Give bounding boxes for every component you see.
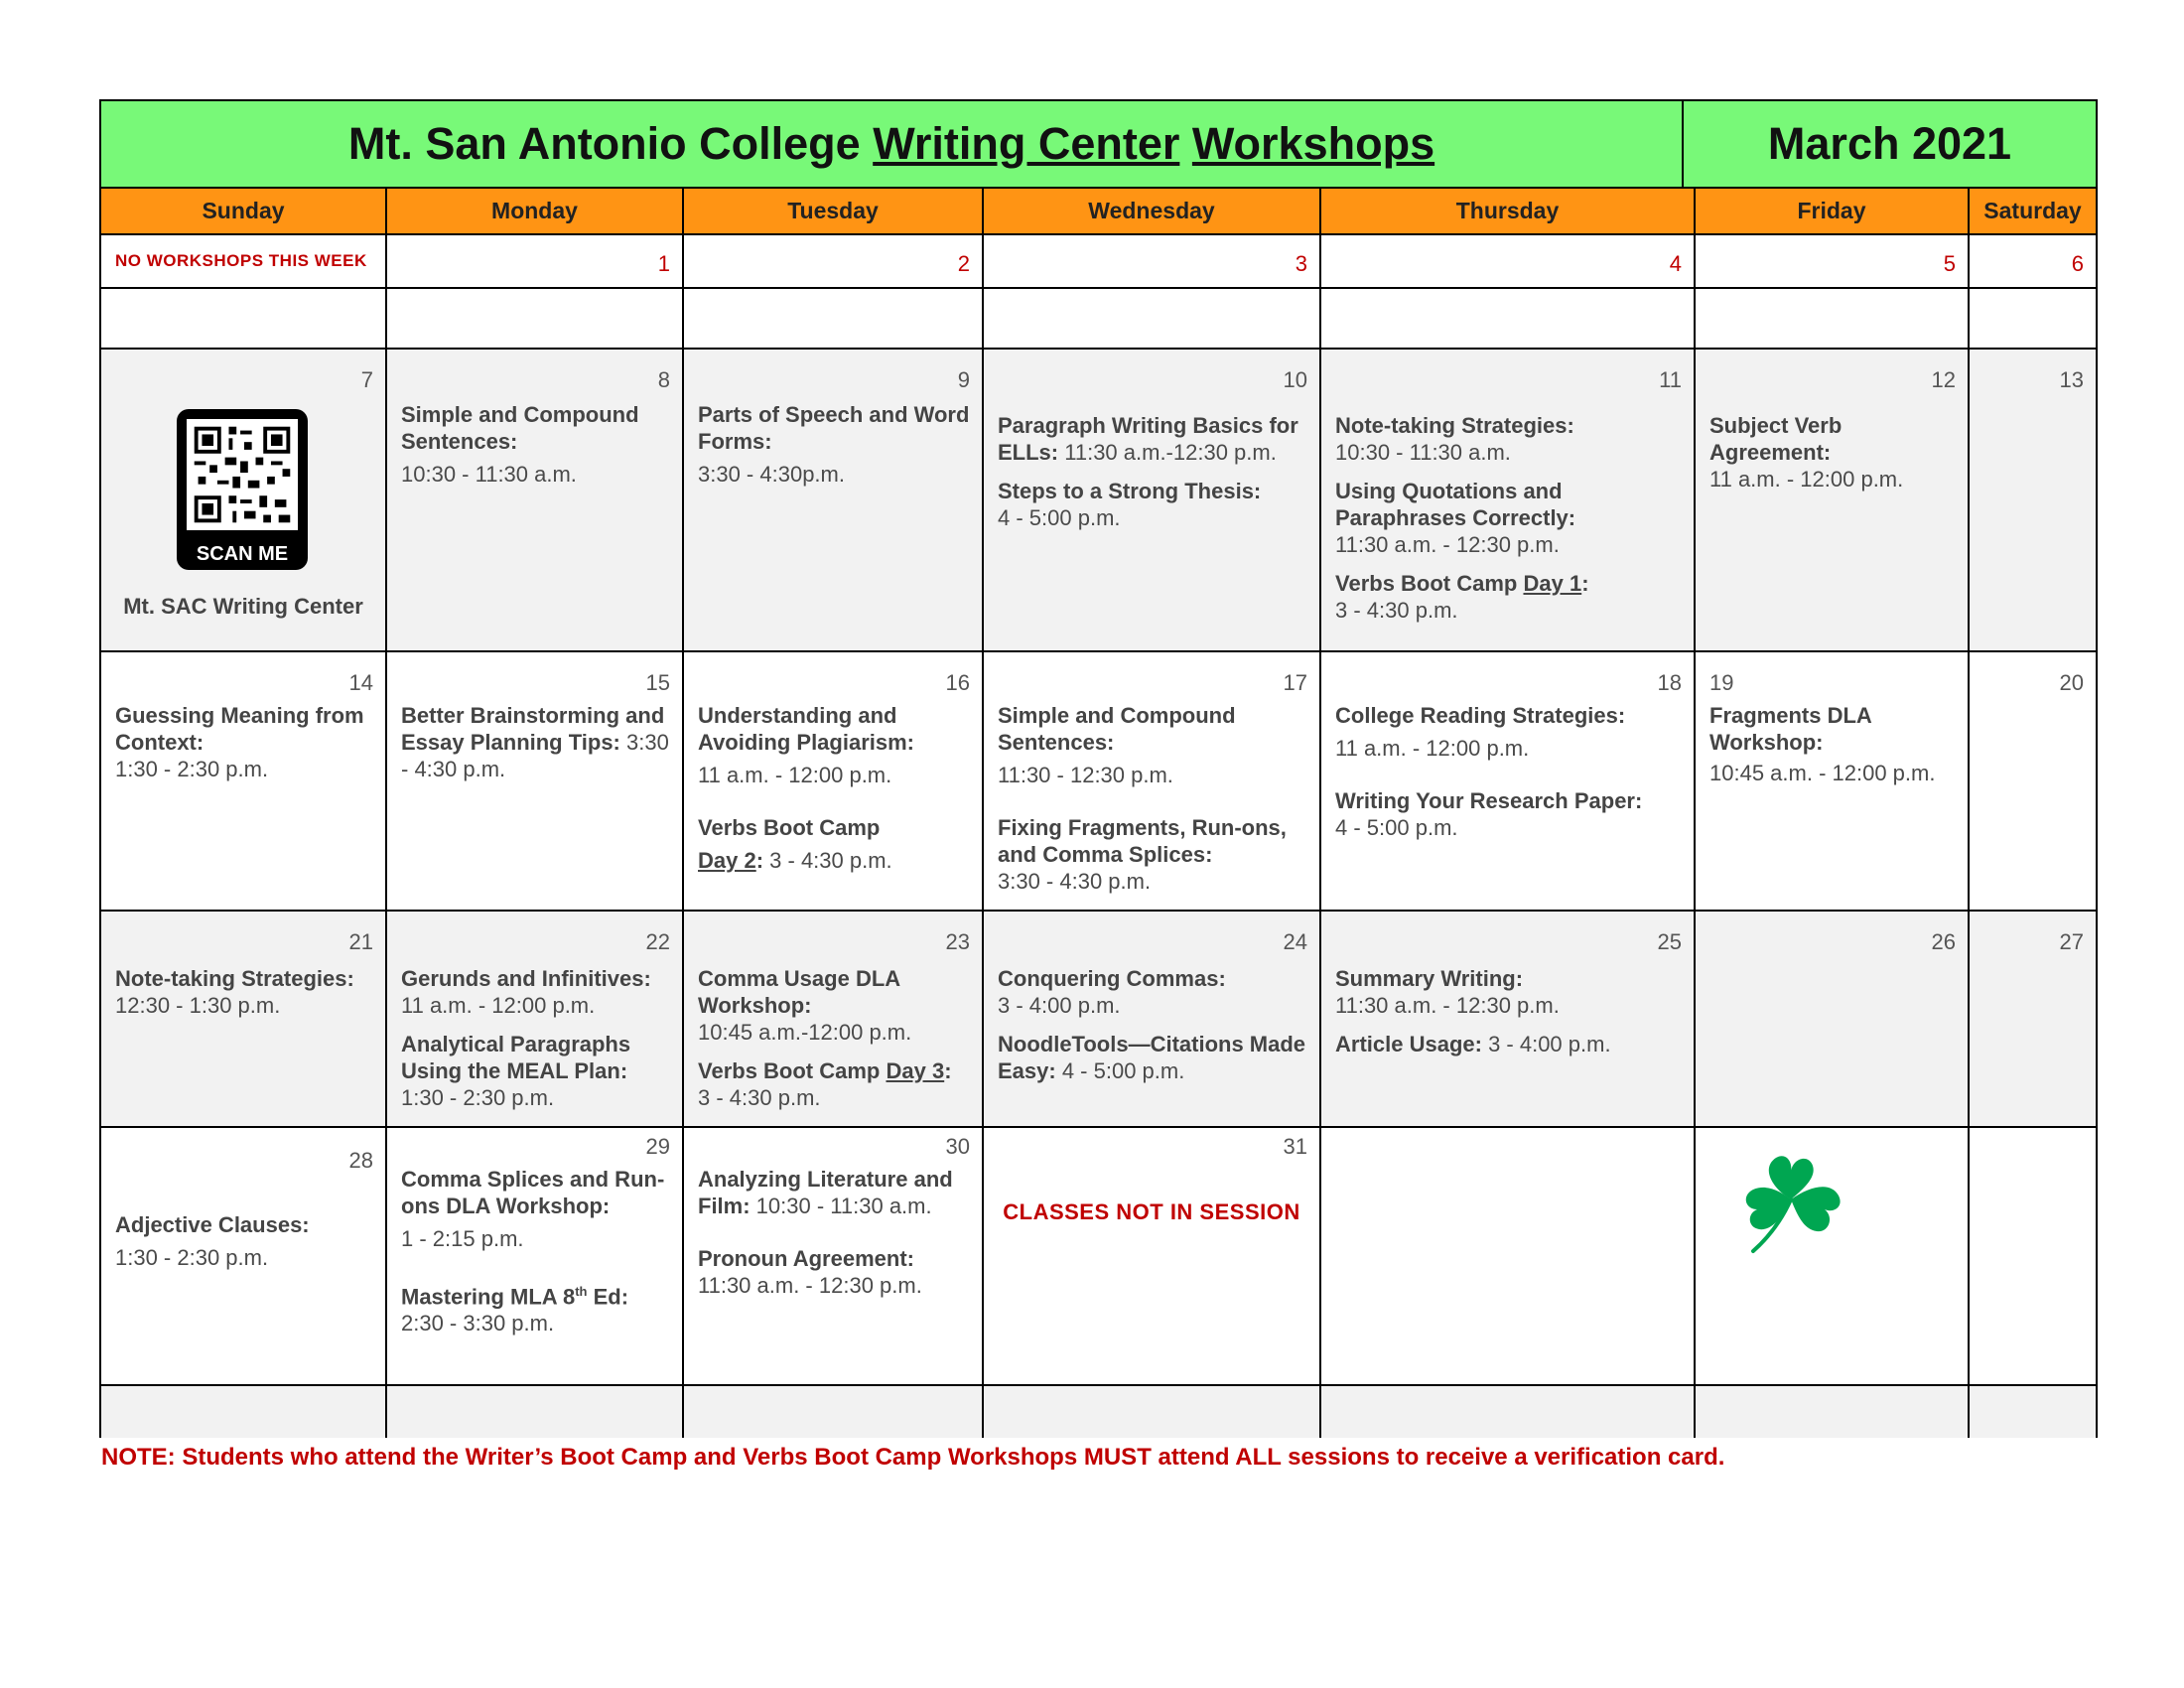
classes-not-in-session-notice: CLASSES NOT IN SESSION bbox=[1003, 1199, 1300, 1224]
week1-thursday bbox=[1321, 235, 1696, 289]
week3-wednesday bbox=[984, 652, 1321, 912]
workshop-title: Analyzing Literature and Film: bbox=[698, 1167, 953, 1218]
workshop-entry bbox=[698, 702, 974, 788]
workshop-time: 11:30 - 12:30 p.m. bbox=[998, 763, 1173, 787]
spacer-cell bbox=[101, 1386, 387, 1438]
spacer-cell bbox=[101, 289, 387, 350]
day-number: 20 bbox=[2059, 670, 2084, 695]
workshop-time: 11:30 a.m.-12:30 p.m. bbox=[1058, 440, 1277, 465]
week3-saturday bbox=[1970, 652, 2096, 912]
qr-caption: Mt. SAC Writing Center bbox=[123, 594, 363, 619]
day-number: 30 bbox=[945, 1134, 970, 1159]
workshop-time: 1:30 - 2:30 p.m. bbox=[401, 1085, 555, 1110]
week5-wednesday bbox=[984, 1128, 1321, 1386]
day-number: 31 bbox=[1283, 1134, 1307, 1159]
workshop-time: 10:30 - 11:30 a.m. bbox=[401, 462, 577, 487]
workshop-entry bbox=[401, 401, 674, 488]
day-number: 3 bbox=[1295, 251, 1307, 276]
day-header-wednesday: Wednesday bbox=[984, 189, 1321, 235]
workshop-time: 11 a.m. - 12:00 p.m. bbox=[698, 763, 892, 787]
workshop-entry bbox=[1335, 1031, 1686, 1057]
workshop-title: Parts of Speech and Word Forms: bbox=[698, 402, 970, 454]
week1-tuesday bbox=[684, 235, 984, 289]
qr-code-icon bbox=[187, 419, 298, 530]
workshop-entry bbox=[401, 1166, 674, 1252]
colon: : bbox=[1581, 571, 1589, 596]
workshop-entry bbox=[698, 401, 974, 488]
day-header-monday: Monday bbox=[387, 189, 684, 235]
workshop-entry bbox=[1335, 412, 1686, 466]
workshop-time: 11:30 a.m. - 12:30 p.m. bbox=[1335, 532, 1560, 557]
workshop-time: 3:30 - 4:30p.m. bbox=[698, 462, 845, 487]
week3-thursday bbox=[1321, 652, 1696, 912]
workshop-title: Guessing Meaning from Context: bbox=[115, 703, 364, 755]
day-number: 1 bbox=[657, 251, 670, 276]
workshop-time: 4 - 5:00 p.m. bbox=[1335, 815, 1458, 840]
workshop-title-suffix: Ed: bbox=[587, 1284, 629, 1310]
workshop-entry bbox=[1335, 787, 1686, 841]
spacer-cell bbox=[1970, 1386, 2096, 1438]
day-number: 12 bbox=[1931, 367, 1956, 392]
workshop-title: Comma Usage DLA Workshop: bbox=[698, 966, 900, 1018]
week2-wednesday bbox=[984, 350, 1321, 652]
week2-sunday bbox=[101, 350, 387, 652]
workshop-entry bbox=[998, 412, 1311, 466]
month-label: March 2021 bbox=[1684, 101, 2096, 189]
spacer-cell bbox=[1321, 1386, 1696, 1438]
week5-sunday bbox=[101, 1128, 387, 1386]
week1-friday bbox=[1696, 235, 1970, 289]
title-writing-center: Writing Center bbox=[873, 118, 1180, 169]
workshop-title: Using Quotations and Paraphrases Correctly: bbox=[1335, 479, 1576, 530]
week1-sunday bbox=[101, 235, 387, 289]
workshop-time: 11:30 a.m. - 12:30 p.m. bbox=[1335, 993, 1560, 1018]
workshop-title: NoodleTools—Citations Made Easy: bbox=[998, 1032, 1306, 1083]
day-number: 21 bbox=[348, 929, 373, 954]
workshop-time: 12:30 - 1:30 p.m. bbox=[115, 993, 281, 1018]
workshop-title: Gerunds and Infinitives: bbox=[401, 966, 651, 991]
workshop-entry bbox=[1335, 478, 1686, 558]
day-number: 27 bbox=[2059, 929, 2084, 954]
day-number: 26 bbox=[1931, 929, 1956, 954]
week1-wednesday bbox=[984, 235, 1321, 289]
workshop-title: Verbs Boot Camp bbox=[1335, 571, 1524, 596]
day-header-saturday: Saturday bbox=[1970, 189, 2096, 235]
workshop-title: College Reading Strategies: bbox=[1335, 703, 1626, 728]
spacer-cell bbox=[387, 289, 684, 350]
workshop-time: 3 - 4:00 p.m. bbox=[1481, 1032, 1611, 1056]
day-number: 15 bbox=[645, 670, 670, 695]
day-header-tuesday: Tuesday bbox=[684, 189, 984, 235]
workshop-entry bbox=[401, 965, 674, 1019]
workshop-title: Pronoun Agreement: bbox=[698, 1246, 914, 1271]
workshop-entry bbox=[998, 965, 1311, 1019]
week5-thursday bbox=[1321, 1128, 1696, 1386]
day-number: 18 bbox=[1657, 670, 1682, 695]
day-number: 7 bbox=[360, 367, 373, 392]
week2-thursday bbox=[1321, 350, 1696, 652]
workshop-title: Adjective Clauses: bbox=[115, 1212, 310, 1237]
workshop-entry bbox=[698, 814, 974, 874]
week5-saturday bbox=[1970, 1128, 2096, 1386]
day-number: 13 bbox=[2059, 367, 2084, 392]
spacer-cell bbox=[1970, 289, 2096, 350]
title-workshops: Workshops bbox=[1191, 118, 1435, 169]
workshop-time: 3 - 4:30 p.m. bbox=[763, 848, 892, 873]
week3-sunday bbox=[101, 652, 387, 912]
workshop-title: Fixing Fragments, Run-ons, and Comma Splices: bbox=[998, 815, 1287, 867]
workshop-time: 3:30 - 4:30 p.m. bbox=[998, 869, 1152, 894]
workshop-title: Analytical Paragraphs Using the MEAL Plan: bbox=[401, 1032, 631, 1083]
title-space bbox=[1179, 118, 1192, 170]
day-1-label: Day 1 bbox=[1523, 571, 1582, 596]
workshop-title: Fragments DLA Workshop: bbox=[1709, 703, 1871, 755]
week5-tuesday bbox=[684, 1128, 984, 1386]
workshop-entry bbox=[698, 965, 974, 1046]
week1-monday bbox=[387, 235, 684, 289]
spacer-cell bbox=[1696, 1386, 1970, 1438]
spacer-cell bbox=[684, 1386, 984, 1438]
week5-friday bbox=[1696, 1128, 1970, 1386]
day-number: 23 bbox=[945, 929, 970, 954]
day-number: 22 bbox=[645, 929, 670, 954]
workshop-title: Comma Splices and Run-ons DLA Workshop: bbox=[401, 1167, 665, 1218]
workshop-time: 10:30 - 11:30 a.m. bbox=[750, 1194, 932, 1218]
day-number: 11 bbox=[1659, 367, 1682, 392]
day-number: 16 bbox=[945, 670, 970, 695]
workshop-title: Steps to a Strong Thesis: bbox=[998, 479, 1262, 503]
day-header-friday: Friday bbox=[1696, 189, 1970, 235]
workshop-time: 10:45 a.m. - 12:00 p.m. bbox=[1709, 761, 1936, 785]
workshop-entry bbox=[401, 702, 674, 782]
workshop-time: 3 - 4:00 p.m. bbox=[998, 993, 1121, 1018]
week3-friday bbox=[1696, 652, 1970, 912]
week2-tuesday bbox=[684, 350, 984, 652]
day-2-label: Day 2 bbox=[698, 848, 756, 873]
calendar-title bbox=[101, 101, 1684, 189]
workshop-entry bbox=[998, 1031, 1311, 1084]
day-number: 29 bbox=[645, 1134, 670, 1159]
workshop-entry bbox=[1335, 570, 1686, 624]
spacer-cell bbox=[387, 1386, 684, 1438]
spacer-cell bbox=[684, 289, 984, 350]
workshop-entry bbox=[1709, 412, 1960, 492]
no-workshops-notice: NO WORKSHOPS THIS WEEK bbox=[115, 251, 367, 270]
qr-code-badge[interactable] bbox=[177, 409, 308, 570]
workshop-entry bbox=[698, 1057, 974, 1111]
workshop-time: 3 - 4:30 p.m. bbox=[698, 1085, 821, 1110]
workshop-title: Note-taking Strategies: bbox=[115, 966, 354, 991]
day-number: 6 bbox=[2071, 251, 2084, 276]
day-number: 8 bbox=[657, 367, 670, 392]
workshop-title: Understanding and Avoiding Plagiarism: bbox=[698, 703, 915, 755]
workshop-time: 1:30 - 2:30 p.m. bbox=[115, 1245, 269, 1270]
workshop-entry bbox=[998, 478, 1311, 531]
workshop-time: 11 a.m. - 12:00 p.m. bbox=[1335, 736, 1530, 761]
week4-saturday bbox=[1970, 912, 2096, 1128]
workshop-title: Mastering MLA 8 bbox=[401, 1284, 576, 1310]
week3-monday bbox=[387, 652, 684, 912]
workshop-time: 1 - 2:15 p.m. bbox=[401, 1226, 524, 1251]
day-header-sunday: Sunday bbox=[101, 189, 387, 235]
week4-wednesday bbox=[984, 912, 1321, 1128]
week5-monday bbox=[387, 1128, 684, 1386]
workshop-entry bbox=[998, 814, 1311, 895]
day-number: 9 bbox=[957, 367, 970, 392]
workshop-title: Verbs Boot Camp bbox=[698, 1058, 887, 1083]
day-number: 19 bbox=[1709, 670, 1734, 695]
spacer-cell bbox=[984, 289, 1321, 350]
day-number: 5 bbox=[1943, 251, 1956, 276]
scan-me-label: SCAN ME bbox=[196, 543, 289, 565]
shamrock-icon bbox=[1731, 1148, 1850, 1257]
week2-saturday bbox=[1970, 350, 2096, 652]
workshop-title: Paragraph Writing Basics for ELLs: bbox=[998, 413, 1298, 465]
workshop-time: 11 a.m. - 12:00 p.m. bbox=[401, 993, 596, 1018]
day-number: 4 bbox=[1669, 251, 1682, 276]
day-number: 25 bbox=[1657, 929, 1682, 954]
workshop-title: Conquering Commas: bbox=[998, 966, 1226, 991]
week4-monday bbox=[387, 912, 684, 1128]
workshop-entry bbox=[998, 702, 1311, 788]
day-number: 2 bbox=[957, 251, 970, 276]
workshop-time: 1:30 - 2:30 p.m. bbox=[115, 757, 269, 781]
spacer-cell bbox=[1696, 289, 1970, 350]
workshop-title: Subject Verb Agreement: bbox=[1709, 413, 1843, 465]
workshop-entry bbox=[1335, 702, 1686, 762]
workshop-title: Summary Writing: bbox=[1335, 966, 1524, 991]
week2-monday bbox=[387, 350, 684, 652]
spacer-cell bbox=[1321, 289, 1696, 350]
workshop-time: 10:45 a.m.-12:00 p.m. bbox=[698, 1020, 912, 1045]
week3-tuesday bbox=[684, 652, 984, 912]
workshop-title: Note-taking Strategies: bbox=[1335, 413, 1574, 438]
workshop-entry bbox=[401, 1031, 674, 1111]
workshop-entry bbox=[115, 702, 377, 782]
day-3-label: Day 3 bbox=[886, 1058, 945, 1083]
spacer-cell bbox=[984, 1386, 1321, 1438]
workshop-entry bbox=[1335, 965, 1686, 1019]
day-number: 28 bbox=[348, 1148, 373, 1173]
workshop-title: Verbs Boot Camp bbox=[698, 815, 881, 840]
week4-thursday bbox=[1321, 912, 1696, 1128]
workshop-title: Article Usage: bbox=[1335, 1032, 1482, 1056]
workshop-title: Simple and Compound Sentences: bbox=[401, 402, 639, 454]
workshop-time: 4 - 5:00 p.m. bbox=[998, 505, 1121, 530]
workshop-time: 11 a.m. - 12:00 p.m. bbox=[1709, 467, 1904, 492]
day-number: 10 bbox=[1283, 367, 1307, 392]
workshop-time: 3:30 - 4:30 p.m. bbox=[401, 730, 669, 781]
workshop-title: Better Brainstorming and Essay Planning Tips: bbox=[401, 703, 665, 755]
day-number: 17 bbox=[1283, 670, 1307, 695]
day-number: 14 bbox=[348, 670, 373, 695]
week2-friday bbox=[1696, 350, 1970, 652]
workshop-entry bbox=[401, 1278, 674, 1336]
workshop-entry bbox=[1709, 702, 1960, 786]
colon: : bbox=[755, 848, 764, 873]
workshop-entry bbox=[115, 965, 377, 1019]
day-number: 24 bbox=[1283, 929, 1307, 954]
attendance-note: NOTE: Students who attend the Writer’s Boot Camp and Verbs Boot Camp Workshops MUST attend ALL sessions to receive a verification card. bbox=[101, 1444, 1725, 1471]
week4-tuesday bbox=[684, 912, 984, 1128]
workshop-time: 2:30 - 3:30 p.m. bbox=[401, 1311, 555, 1336]
workshop-time: 10:30 - 11:30 a.m. bbox=[1335, 440, 1511, 465]
workshop-time: 11:30 a.m. - 12:30 p.m. bbox=[698, 1273, 922, 1298]
week1-saturday bbox=[1970, 235, 2096, 289]
workshop-entry bbox=[115, 1211, 377, 1271]
colon: : bbox=[944, 1058, 952, 1083]
calendar bbox=[99, 99, 2098, 1438]
workshop-time: 4 - 5:00 p.m. bbox=[1055, 1058, 1185, 1083]
day-header-thursday: Thursday bbox=[1321, 189, 1696, 235]
workshop-entry bbox=[698, 1245, 974, 1299]
workshop-title: Simple and Compound Sentences: bbox=[998, 703, 1236, 755]
workshop-time: 3 - 4:30 p.m. bbox=[1335, 598, 1458, 623]
week4-friday bbox=[1696, 912, 1970, 1128]
workshop-title: Writing Your Research Paper: bbox=[1335, 788, 1643, 813]
week4-sunday bbox=[101, 912, 387, 1128]
ordinal-suffix: th bbox=[575, 1284, 588, 1299]
workshop-entry bbox=[698, 1166, 974, 1219]
title-part-1: Mt. San Antonio College bbox=[347, 118, 874, 169]
